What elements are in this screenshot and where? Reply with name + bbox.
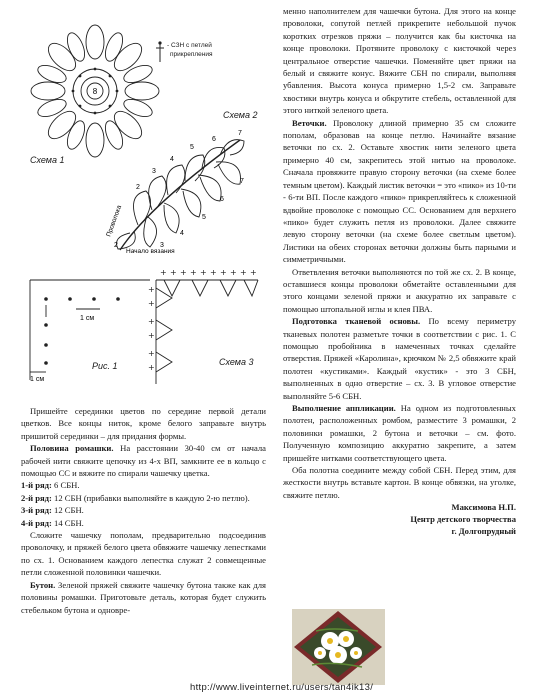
author-org: Центр детского творчества (410, 514, 516, 525)
left-p4-title: Бутон. (30, 579, 56, 590)
scheme2-leaf-number: 3 (160, 242, 164, 249)
scheme2-leaf-number: 5 (202, 214, 206, 221)
svg-text:+: + (220, 268, 227, 277)
left-p3: Сложите чашечку пополам, предварительно подсоединив проволочку, и пряжей белого цвета обвяжите чашечку лепестками по сх. 1. Основанием каждого лепестка служат 2 совмещенные петли сложенной половинки чашечки. (21, 530, 266, 578)
scheme2-branch-diagram (90, 125, 260, 255)
right-p4 (283, 315, 516, 402)
scheme3-label: Схема 3 (219, 357, 254, 367)
row1-title: 1-й ряд: (21, 480, 52, 491)
scheme1-legend-line2: прикрепления (170, 51, 213, 58)
right-p5-text: На одном из подготовленных полотен, расположенных ромбом, разместите 3 ромашки, 2 половинки ромашки, 2 бутона и веточки – см. фото. Полученную композицию аккуратно закрепите, а затем пришейте нитками соответствующего цвета. (283, 403, 516, 463)
scheme2-leaf-number: 4 (170, 156, 174, 163)
right-p6: Оба полотна соедините между собой СБН. Перед этим, для жесткости внутрь вставьте картон. В конце обвязки, на уголке, свяжите петлю. (283, 465, 516, 500)
left-text-column (21, 405, 266, 616)
scheme1-center-number: 8 (92, 87, 98, 96)
row4 (21, 517, 266, 529)
scheme2-leaf-number: 4 (180, 230, 184, 237)
scheme2-label: Схема 2 (223, 110, 258, 120)
fig1-dimension-top: 1 см (80, 315, 95, 322)
row2-text: 12 СБН (прибавки выполняйте в каждую 2-ю петлю). (51, 492, 250, 503)
row4-title: 4-й ряд: (21, 517, 52, 528)
svg-text:+: + (148, 299, 155, 308)
row3-title: 3-й ряд: (21, 505, 52, 516)
scheme2-leaf-number: 3 (152, 168, 156, 175)
svg-text:+: + (148, 363, 155, 372)
row3 (21, 504, 266, 516)
scheme2-leaf-number: 6 (220, 196, 224, 203)
author-name: Максимова Н.П. (451, 502, 516, 513)
scheme2-leaf-number: 2 (136, 184, 140, 191)
left-p1: Пришейте серединки цветов по середине первой детали цветков. Все концы ниток, кроме белого заправьте внутрь пришитой серединки – для придания формы. (21, 406, 266, 441)
scheme2-leaf-number: 7 (238, 130, 242, 137)
svg-text:+: + (148, 331, 155, 340)
row1-text: 6 СБН. (51, 480, 80, 491)
scheme3-crosses-diagram (148, 266, 266, 386)
row2 (21, 492, 266, 504)
scheme1-label: Схема 1 (30, 155, 65, 165)
right-p5-title: Выполнение аппликации. (292, 403, 396, 413)
right-p4-title: Подготовка тканевой основы. (292, 316, 421, 327)
row1 (21, 479, 266, 491)
svg-text:+: + (180, 268, 187, 277)
footer-url[interactable]: http://www.liveinternet.ru/users/tan4ik13/ (190, 682, 374, 693)
right-p2 (283, 117, 516, 266)
svg-text:+: + (240, 268, 247, 277)
right-p4-text: По всему периметру тканевых полотен разметьте точки в соответствии с рис. 1. С помощью пробойника в намеченных точках сделайте отверстия. Пряжей «Каролина», крючком № 2,5 обвяжите край полотен «кустиками». Каждый «кустик» - это 3 СБН, выполненных в одно отверстие – сх. 3. В угловое отверстие выполняйте 5-6 СБН. (283, 316, 517, 401)
scheme1-legend-symbol (155, 40, 165, 64)
left-p2 (21, 442, 266, 479)
svg-text:+: + (170, 268, 177, 277)
scheme2-wire-label: Проволока (105, 204, 124, 238)
fig1-dots-diagram (20, 275, 150, 385)
scheme1-legend-line1: - СЗН с петлей (167, 42, 212, 49)
right-p2-title: Веточки. (292, 117, 327, 128)
svg-text:+: + (148, 285, 155, 294)
scheme2-leaf-number: 6 (212, 136, 216, 143)
row2-title: 2-й ряд: (21, 492, 52, 503)
left-p4-text: Зеленой пряжей свяжите чашечку бутона также как для половины ромашки. Приготовьте деталь, которая будет служить стебельком бутона и одновре- (21, 579, 266, 615)
right-p5 (283, 402, 516, 464)
scheme2-leaf-number: 5 (190, 144, 194, 151)
right-text-column (283, 5, 516, 537)
scheme2-start-label: Начало вязания (126, 248, 175, 255)
svg-text:+: + (148, 317, 155, 326)
left-p4 (21, 579, 266, 616)
right-p2-text: Проволоку длиной примерно 35 см сложите пополам, образовав на конце петлю. Начинайте вязание веточки по сх. 2. Оставьте хвостик нити зеленого цвета примерно 40 см, закрепитесь этой нитью на проволоке. Сначала провяжите правую сторону веточки (на схеме более темным цветом). Каждый листик веточки = это «пико» из 10-ти - 6-ти ВП. После каждого «пико» прикрепляйтесь к сложенной вдвойне проволоке с помощью СС. Основанием для верхнего «пико» будет служить петля из проволоки. Далее свяжите левую сторону веточки (на схеме более светлым цветом). Листики на обеих сторонах веточки должны быть парными и симметричными. (283, 117, 516, 265)
svg-text:+: + (250, 268, 257, 277)
left-p2-text: На расстоянии 30-40 см от начала рабочей нити свяжите цепочку из 4-х ВП, замкните ее в кольцо с помощью СС и вяжите по спирали чашечку цветка. (21, 443, 266, 479)
svg-text:+: + (200, 268, 207, 277)
right-p3: Ответвления веточки выполняются по той же сх. 2. В конце, оставшиеся концы проволоки обметайте оставленными для этого концами зеленой пряжи и аккуратно их заправьте с помощью штопальной иглы и клея ПВА. (283, 266, 516, 314)
scheme2-leaf-number: 2 (114, 242, 118, 249)
row3-text: 12 СБН. (51, 505, 84, 516)
svg-text:+: + (190, 268, 197, 277)
author-city: г. Долгопрудный (451, 526, 516, 537)
svg-text:+: + (230, 268, 237, 277)
left-p2-title: Половина ромашки. (30, 443, 114, 454)
svg-text:+: + (210, 268, 217, 277)
right-p1: менно наполнителем для чашечки бутона. Для этого на конце проволоки, сопутой петлей прикрепите небольшой пучок коротких отрезков пряжи – получится как бы кисточка на конце проволоки. Протяните проволоку с кисточкой через центральное отверстие чашечки. Поменяйте цвет пряжи на белый и свяжите конус. Вяжите СБН по спирали, выполняя убавления. Высота конуса примерно 1,5-2 см. Заправьте хвостики внутрь конуса и обкрутите стебель, оставленной для этого ниткой зеленого цвета. (283, 6, 516, 116)
fig1-label: Рис. 1 (92, 361, 118, 371)
svg-text:+: + (160, 268, 167, 277)
applique-photo (292, 609, 385, 685)
fig1-dimension-bottom: 1 см (30, 376, 45, 383)
svg-text:+: + (148, 349, 155, 358)
scheme2-leaf-number: 7 (240, 178, 244, 185)
row4-text: 14 СБН. (51, 517, 84, 528)
